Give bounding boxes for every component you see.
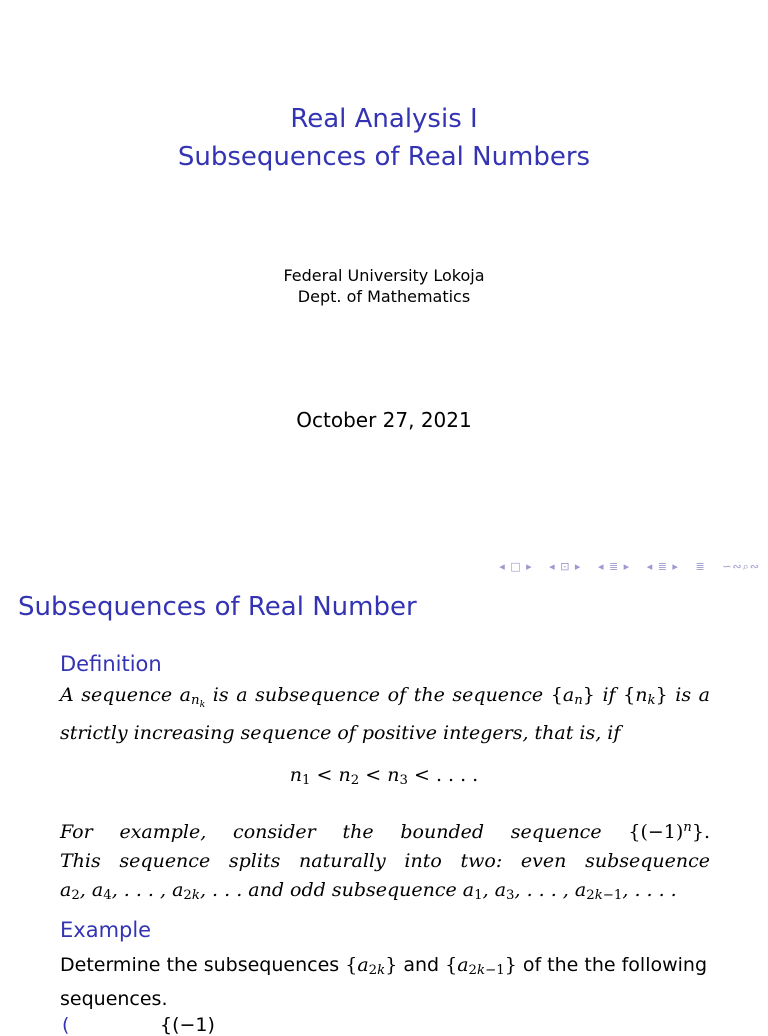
cut-off-item-marker: ( <box>62 1014 70 1036</box>
cut-off-formula: {(−1) <box>160 1014 215 1036</box>
example-text: Determine the subsequences <box>60 954 340 976</box>
institute-line2: Dept. of Mathematics <box>297 287 471 306</box>
increasing-inequality: $n_1 < n_2 < n_3$ < . . . . <box>289 764 479 788</box>
example-end: of the the following <box>522 954 708 976</box>
example-paragraph: For example, consider the bounded sequence $\{(-1)^n\}$. This sequence splits naturally into two: even subsequence $a_2$, $a_4$, . . . , $a_{2k}$, . . . and odd subsequence $a_1$, $a_3$, . . . , $a_{2k-1}$, . . . . <box>60 820 710 903</box>
nav-frame-icon[interactable]: ◂ □ ▸ <box>499 560 533 573</box>
frame-title: Subsequences of Real Number <box>18 592 417 622</box>
nav-search-icon[interactable]: ∽∾⌕∾ <box>722 560 760 573</box>
definition-text: A sequence $a_{n_k}$ is a subsequence of the sequence $\{a_n\}$ if $\{n_k\}$ is a strictly increasing sequence of positive integers, that is, if <box>60 684 710 744</box>
nav-subsection-icon[interactable]: ◂ ⊡ ▸ <box>549 560 582 573</box>
example-end2: sequences. <box>60 988 168 1010</box>
example-body: Determine the subsequences $\{a_{2k}\}$ and $\{a_{2k-1}\}$ of the the following sequences. <box>60 951 710 1014</box>
definition-title: Definition <box>60 652 162 676</box>
slide-date: October 27, 2021 <box>296 408 472 432</box>
slide-title-line1: Real Analysis I <box>290 104 478 134</box>
nav-section-icon[interactable]: ◂ ≣ ▸ <box>597 560 631 573</box>
nav-doc-icon[interactable]: ≣ <box>695 560 706 573</box>
slide-title-line2: Subsequences of Real Numbers <box>177 142 591 172</box>
institute-line1: Federal University Lokoja <box>283 266 485 285</box>
nav-subsection2-icon[interactable]: ◂ ≣ ▸ <box>646 560 679 573</box>
example-title: Example <box>60 918 152 942</box>
beamer-nav-bar[interactable] <box>487 560 760 574</box>
example-and: and <box>403 954 440 976</box>
